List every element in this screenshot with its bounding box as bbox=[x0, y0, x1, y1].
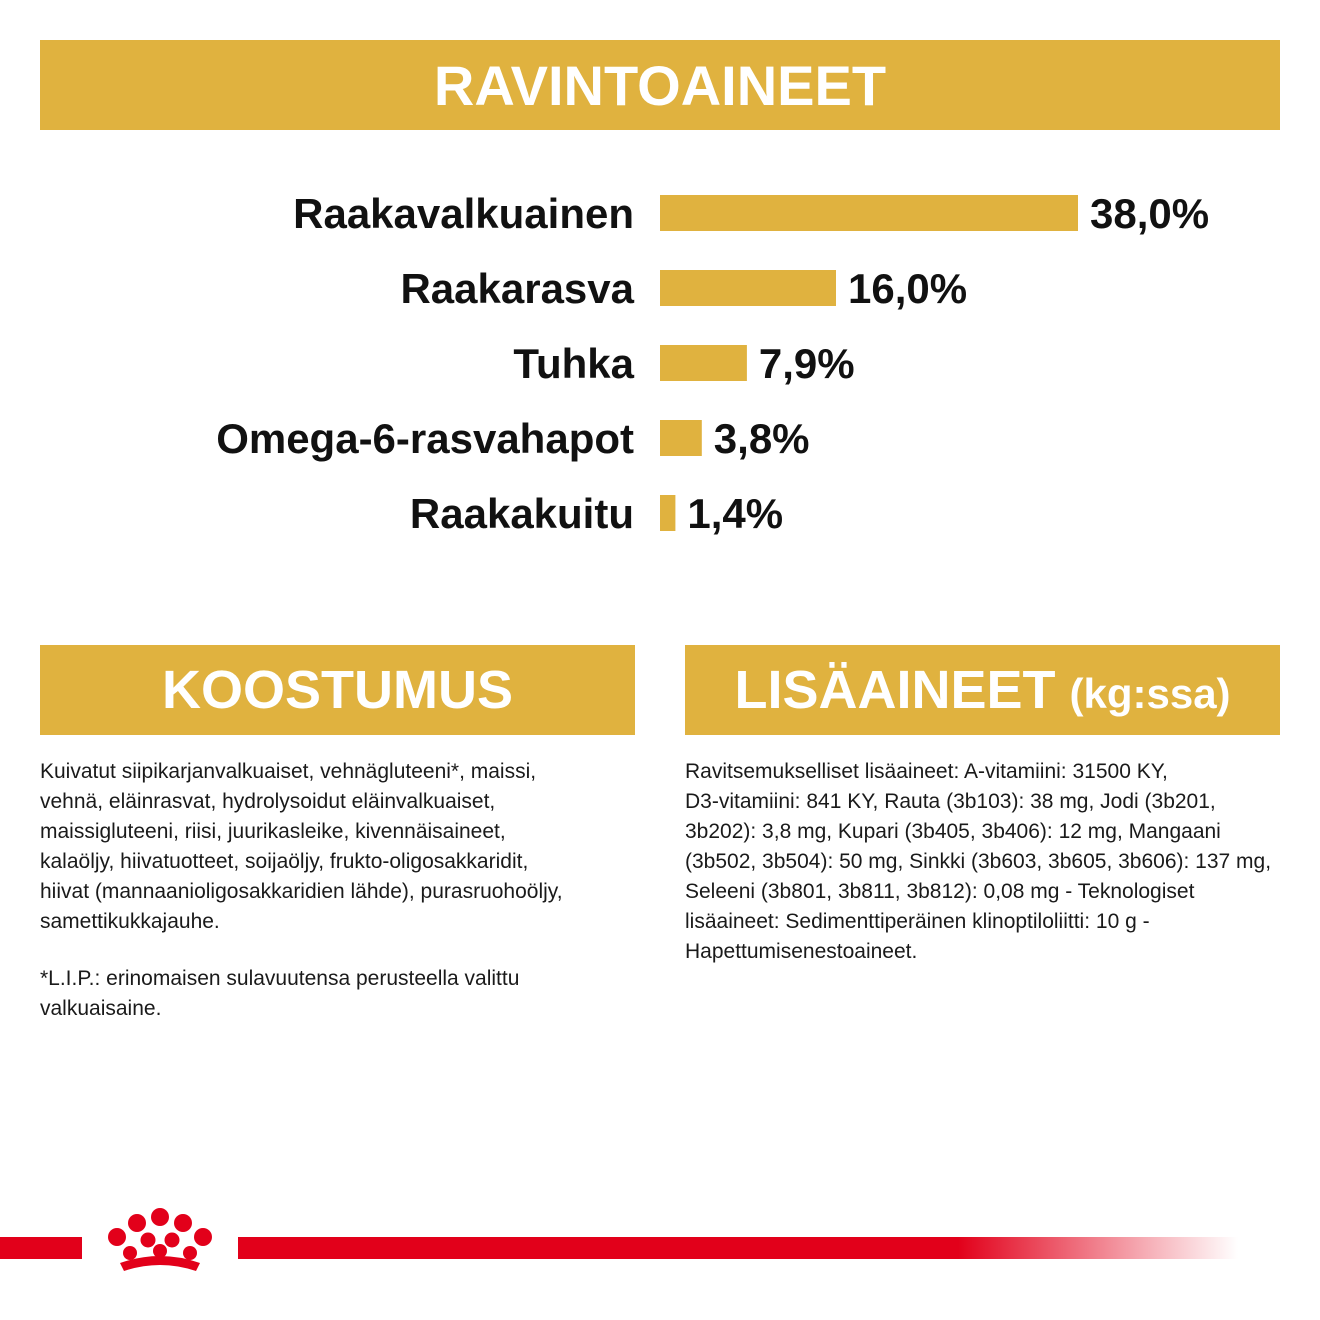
composition-line: kalaöljy, hiivatuotteet, soijaöljy, frukto-oligosakkaridit, bbox=[40, 850, 529, 873]
additives-line: (3b502, 3b504): 50 mg, Sinkki (3b603, 3b605, 3b606): 137 mg, bbox=[685, 850, 1272, 873]
additives-title-unit: (kg:ssa) bbox=[1069, 670, 1231, 717]
category-label: Omega-6-rasvahapot bbox=[216, 415, 634, 462]
composition-line: vehnä, eläinrasvat, hydrolysoidut eläinvalkuaiset, bbox=[40, 790, 496, 813]
additives-text bbox=[685, 757, 1285, 967]
composition-text bbox=[40, 757, 630, 937]
nutrients-title: RAVINTOAINEET bbox=[433, 53, 887, 117]
additives-line: Hapettumisenestoaineet. bbox=[685, 940, 918, 963]
bar bbox=[660, 420, 702, 456]
composition-line: hiivat (mannaanioligosakkaridien lähde), purasruohoöljy, bbox=[40, 880, 563, 903]
category-label: Raakakuitu bbox=[409, 490, 634, 537]
bar bbox=[660, 270, 836, 306]
value-label: 3,8% bbox=[713, 415, 810, 462]
category-label: Raakarasva bbox=[400, 265, 634, 312]
category-label: Raakavalkuainen bbox=[293, 190, 634, 237]
composition-title: KOOSTUMUS bbox=[162, 660, 513, 720]
additives-line: Ravitsemukselliset lisäaineet: A-vitamiini: 31500 KY, bbox=[685, 760, 1168, 783]
composition-line: Kuivatut siipikarjanvalkuaiset, vehnägluteeni*, maissi, bbox=[40, 760, 537, 783]
composition-banner bbox=[40, 645, 635, 735]
additives-line: Seleeni (3b801, 3b811, 3b812): 0,08 mg - Teknologiset bbox=[685, 880, 1195, 903]
bar bbox=[660, 195, 1078, 231]
composition-line: maissigluteeni, riisi, juurikasleike, kivennäisaineet, bbox=[40, 820, 506, 843]
value-label: 16,0% bbox=[848, 265, 968, 312]
additives-line: D3-vitamiini: 841 KY, Rauta (3b103): 38 mg, Jodi (3b201, bbox=[685, 790, 1216, 813]
footnote-line: valkuaisaine. bbox=[40, 997, 162, 1020]
footer-red-line-left bbox=[0, 1237, 82, 1259]
additives-banner bbox=[685, 645, 1280, 735]
additives-line: lisäaineet: Sedimenttiperäinen klinoptiloliitti: 10 g - bbox=[685, 910, 1150, 933]
value-label: 7,9% bbox=[758, 340, 855, 387]
nutrient-bar-chart bbox=[0, 170, 1320, 550]
bar bbox=[660, 495, 675, 531]
value-label: 38,0% bbox=[1090, 190, 1210, 237]
nutrients-banner bbox=[40, 40, 1280, 130]
composition-line: samettikukkajauhe. bbox=[40, 910, 220, 933]
footnote-line: *L.I.P.: erinomaisen sulavuutensa perusteella valittu bbox=[40, 967, 520, 990]
category-label: Tuhka bbox=[513, 340, 634, 387]
additives-line: 3b202): 3,8 mg, Kupari (3b405, 3b406): 12 mg, Mangaani bbox=[685, 820, 1221, 843]
value-label: 1,4% bbox=[687, 490, 784, 537]
footer-red-line-right bbox=[238, 1237, 1238, 1259]
bar bbox=[660, 345, 747, 381]
additives-title: LISÄAINEET bbox=[734, 660, 1056, 720]
crown-icon bbox=[90, 1205, 230, 1285]
composition-footnote bbox=[40, 964, 630, 1024]
